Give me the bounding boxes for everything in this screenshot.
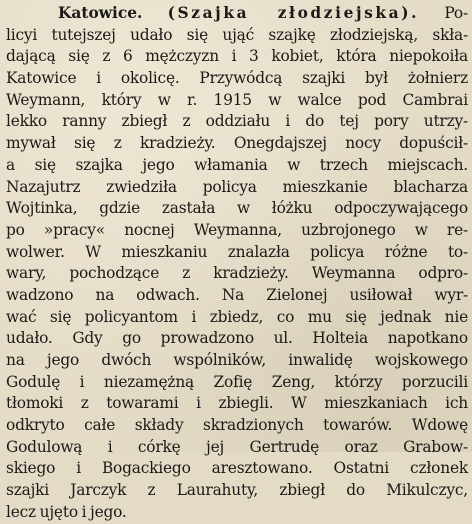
- article-line: na jego dwóch wspólników, inwalidę wojskowego: [6, 351, 468, 369]
- article-line: skiego i Bogackiego aresztowano. Ostatni członek: [6, 459, 468, 478]
- article-line: wać się policyantom i zbiedz, co mu się jednak nie: [6, 307, 468, 326]
- article-line: udało. Gdy go prowadzono ul. Holteia napotkano: [6, 329, 468, 348]
- article-line: wolwer. W mieszkaniu znalazła policya różne to-: [6, 242, 468, 261]
- article-line: licyi tutejszej udało się ująć szajkę złodziejską, skła-: [6, 25, 468, 44]
- article-line: Wojtinka, gdzie zastała w łóżku odpoczywającego: [6, 199, 468, 218]
- article-line: po »pracy« nocnej Weymanna, uzbrojonego w re-: [6, 220, 468, 239]
- article-line: wary, pochodzące z kradzieży. Weymanna odpro-: [6, 264, 468, 283]
- article-line: odkryto całe składy skradzionych towarów. Wdowę: [6, 416, 468, 435]
- article-line: Katowice i okolicę. Przywódcą szajki był żołnierz: [6, 69, 468, 88]
- article-line-last: lecz ujęto i jego.: [6, 502, 127, 521]
- article-title: (Szajka złodziejska).: [167, 4, 420, 22]
- article-line: Godulową i córkę jej Gertrudę oraz Grabow-: [6, 437, 468, 456]
- cut-off-text-below: [0, 446, 472, 452]
- article-place: Katowice.: [58, 4, 143, 22]
- article-line: lekko ranny zbiegł z oddziału i do tej pory utrzy-: [6, 112, 468, 131]
- article-line: tłomoki z towarami i zbiegli. W mieszkaniach ich: [6, 394, 468, 413]
- article-line: mywał się z kradzieży. Onegdajszej nocy dopuścił-: [6, 134, 468, 153]
- article-line: Godulę i niezamężną Zofię Zeng, którzy porzucili: [6, 372, 468, 391]
- article-line: szajki Jarczyk z Laurahuty, zbiegł do Mikulczyc,: [6, 481, 468, 500]
- article-line: a się szajka jego włamania w trzech miejscach.: [6, 155, 468, 174]
- article-line: dającą się z 6 mężczyzn i 3 kobiet, która niepokoiła: [6, 47, 468, 66]
- article-line: Nazajutrz zwiedziła policya mieszkanie blacharza: [6, 177, 468, 196]
- article-first-line-rest: Po-: [444, 4, 468, 22]
- article-line: Weymann, który w r. 1915 w walce pod Cambrai: [6, 90, 468, 109]
- article-line: wadzono na odwach. Na Zielonej usiłował wyr-: [6, 285, 468, 304]
- article-line-1: [6, 3, 468, 25]
